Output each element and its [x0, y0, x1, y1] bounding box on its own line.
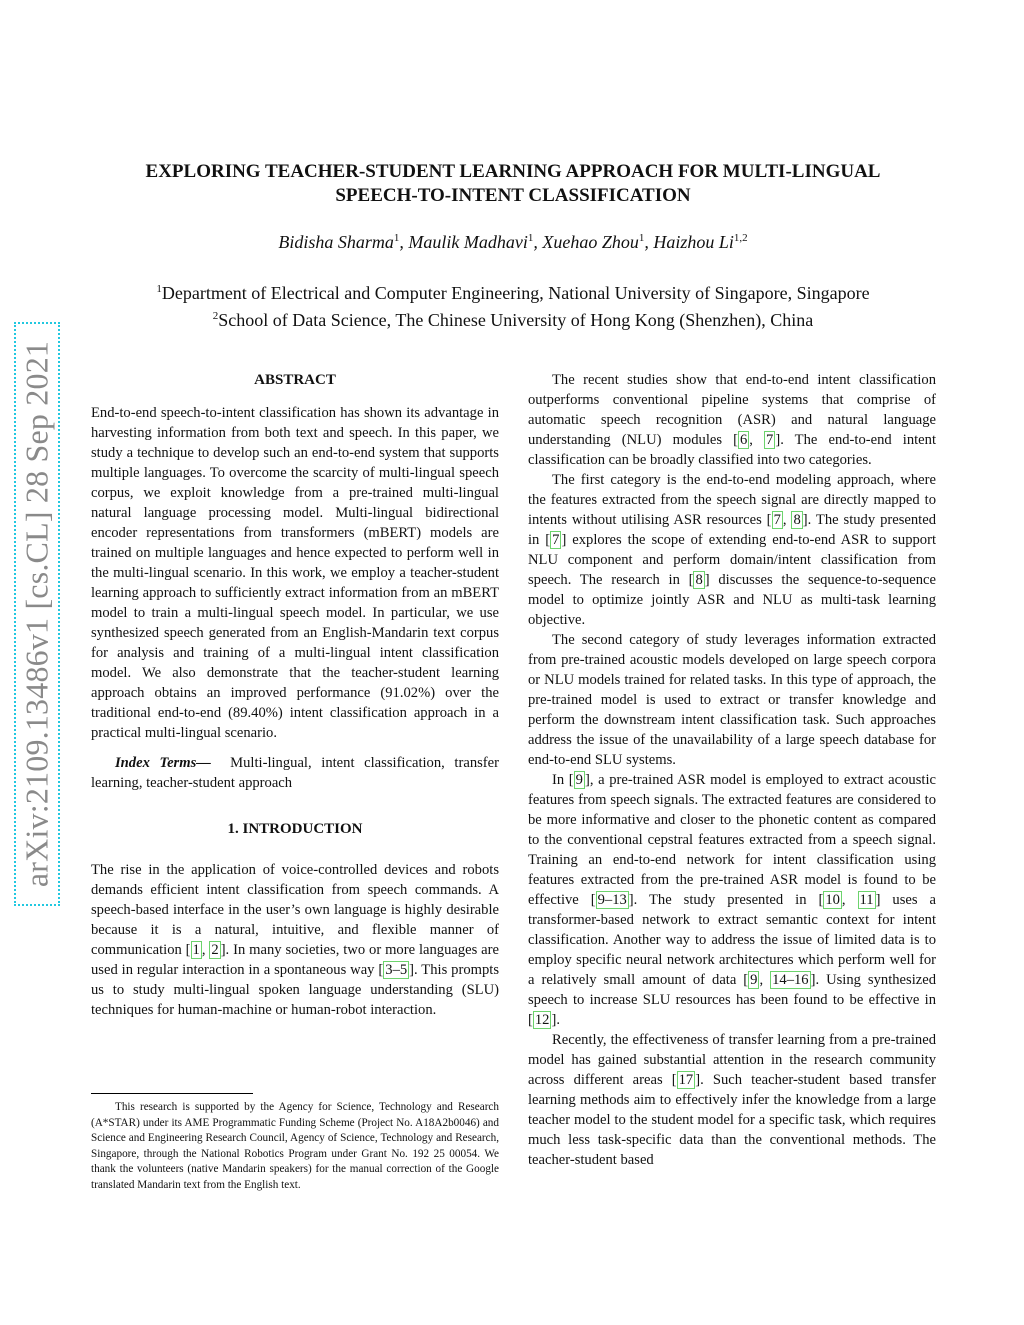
citation-link[interactable]: 17 — [678, 1072, 694, 1088]
body-paragraph: In [ 9 ], a pre-trained ASR model is employed to extract acoustic features from speech signals. The extracted features are considered to be more informative and closer to the phonetic content as compared to the conventional cepstral features extracted from a speech signal. Training an end-to-end network for intent classification using features extracted from the pre-trained ASR model is found to be effective [ 9–13 ]. The study presented in [ 10 , 11 ] uses a transformer-based network to extract semantic context for intent classification. Another way to address the issue of limited data is to employ specific neural network architectures which perform well for a relatively small amount of data [ 9 , 14–16 ]. Using synthesized speech to increase SLU resources has been found to be effective in [ 12 ]. — [528, 772, 937, 1028]
introduction-heading: 1. INTRODUCTION — [227, 821, 363, 837]
citation-link[interactable]: 9 — [750, 972, 758, 988]
affiliation-2 — [60, 305, 966, 332]
citation-link[interactable]: 10 — [825, 892, 840, 908]
citation-link[interactable]: 8 — [695, 572, 703, 588]
left-column — [91, 370, 499, 1020]
arxiv-identifier: arXiv:2109.13486v1 [cs.CL] 28 Sep 2021 — [18, 340, 55, 888]
citation-link[interactable]: 1 — [192, 942, 200, 958]
author-name: Bidisha Sharma — [278, 232, 394, 252]
citation-link[interactable]: 3–5 — [385, 962, 408, 978]
citation-link[interactable]: 14–16 — [772, 972, 809, 988]
author-list: Bidisha Sharma$^1$, Maulik Madhavi$^1$, Xuehao Zhou$^1$, Haizhou Li$^{1,2}$ — [278, 232, 748, 252]
abstract-text: End-to-end speech-to-intent classification has shown its advantage in harvesting information from both text and speech. In this paper, we study a technique to develop such an end-to-end system that supports multiple languages. To overcome the scarcity of multi-lingual speech corpus, we exploit knowledge from a pre-trained multi-lingual natural language processing model. Multi-lingual bidirectional encoder representations from transformers (mBERT) models are trained on multiple languages and hence expected to perform well in the multi-lingual scenario. In this work, we employ a teacher-student learning approach to sufficiently extract information from an mBERT model to train a multi-lingual speech model. In particular, we use synthesized speech generated from an English-Mandarin text corpus for analysis and training of a multi-lingual intent classification model. We also demonstrate that the teacher-student learning approach obtains an improved performance (91.02%) over the traditional end-to-end (89.40%) intent classification approach in a practical multi-lingual scenario. — [91, 405, 499, 741]
funding-footnote: This research is supported by the Agency for Science, Technology and Research (A*STAR) under its AME Programmatic Funding Scheme (Project No. A18A2b0046) and Science and Engineering Research Council, Agency of Science, Technology and Research, Singapore, through the National Robotics Program under Grant No. 192 25 00054. We thank the volunteers (native Mandarin speakers) for the manual correction of the Google translated Mandarin text from the English text. — [91, 1101, 499, 1191]
citation-link[interactable]: 6 — [740, 432, 748, 448]
affiliation-text: Department of Electrical and Computer Engineering, National University of Singapore, Singapore — [161, 283, 870, 303]
citation-link[interactable]: 9–13 — [597, 892, 627, 908]
affiliations — [60, 278, 966, 332]
affiliation-mark: 1 — [156, 283, 162, 295]
citation-link[interactable]: 7 — [773, 512, 781, 528]
citation-link[interactable]: 12 — [534, 1012, 550, 1028]
introduction-paragraph: The rise in the application of voice-controlled devices and robots demands efficient intent classification from speech commands. A speech-based interface in the user’s own language is highly desirable because it is a natural, intuitive, and flexible manner of communication [ 1 , 2 ]. In many societies, two or more languages are used in regular interaction in a spontaneous way [ 3–5 ]. This prompts us to study multi-lingual spoken language understanding (SLU) techniques for human-machine or human-robot interaction. — [91, 862, 500, 1018]
author-name: Xuehao Zhou — [542, 232, 639, 252]
index-terms-label: Index Terms— — [115, 755, 211, 771]
citation-link[interactable]: 2 — [211, 942, 219, 958]
index-terms — [91, 753, 499, 793]
affiliation-mark: 2 — [212, 310, 219, 322]
author-name: Maulik Madhavi — [408, 232, 528, 252]
body-paragraph: The second category of study leverages information extracted from pre-trained acoustic models developed on large speech corpora or NLU models trained for related tasks. In this type of approach, the pre-trained model is used to extract or transfer knowledge and perform the downstream intent classification task. Such approaches address the issue of the unavailability of a large speech database for end-to-end SLU systems. — [528, 632, 936, 768]
body-paragraph: The first category is the end-to-end modeling approach, where the features extracted from the speech signal are directly mapped to intents without utilising ASR resources [ 7 , 8 ]. The study presented in [ 7 ] explores the scope of extending end-to-end ASR to support NLU component and perform domain/intent classification from speech. The research in [ 8 ] discusses the sequence-to-sequence model to optimize jointly ASR and NLU as multi-task learning objective. — [528, 472, 936, 628]
author-affil-mark: 1,2 — [733, 232, 748, 244]
paper-title — [100, 160, 926, 208]
author-affil-mark: 1 — [638, 232, 645, 244]
right-column — [528, 370, 936, 1170]
abstract-heading: ABSTRACT — [254, 372, 336, 388]
citation-link[interactable]: 7 — [552, 532, 560, 548]
affiliation-1 — [60, 278, 966, 305]
citation-link[interactable]: 9 — [575, 772, 583, 788]
affiliation-text: School of Data Science, The Chinese University of Hong Kong (Shenzhen), China — [218, 310, 814, 330]
author-affil-mark: 1 — [393, 232, 400, 244]
body-paragraph: Recently, the effectiveness of transfer learning from a pre-trained model has gained substantial attention in the research community across different areas [ 17 ]. Such teacher-student based transfer learning methods aim to effectively infer the knowledge from a large teacher model to the student model for a specific task, which requires much less task-specific data than the conventional methods. The teacher-student based — [528, 1032, 936, 1168]
citation-link[interactable]: 11 — [859, 892, 874, 908]
footnote-rule — [91, 1093, 253, 1094]
citation-link[interactable]: 7 — [766, 432, 774, 448]
author-name: Haizhou Li — [653, 232, 734, 252]
title-line-2: SPEECH-TO-INTENT CLASSIFICATION — [335, 185, 691, 206]
body-paragraph: The recent studies show that end-to-end intent classification outperforms conventional pipeline systems that comprise of automatic speech recognition (ASR) and natural language understanding (NLU) modules [ 6 , 7 ]. The end-to-end intent classification can be broadly classified into two categories. — [528, 372, 937, 468]
citation-link[interactable]: 8 — [793, 512, 801, 528]
title-line-1: EXPLORING TEACHER-STUDENT LEARNING APPROACH FOR MULTI-LINGUAL — [145, 161, 881, 182]
author-affil-mark: 1 — [527, 232, 534, 244]
index-terms-text: Multi-lingual, intent classification, transfer learning, teacher-student approach — [91, 755, 499, 791]
